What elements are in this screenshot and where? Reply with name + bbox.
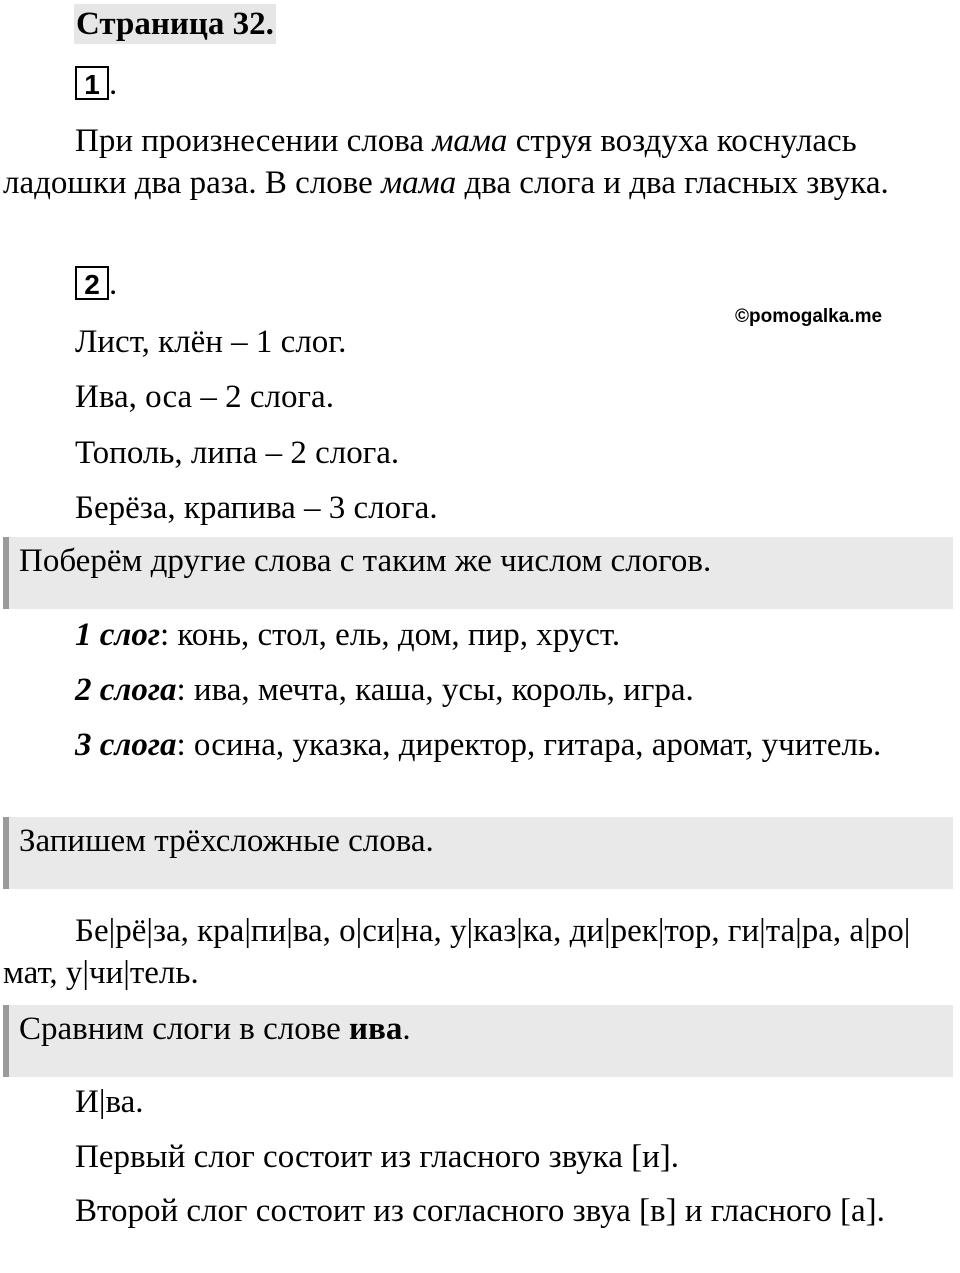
task-number-box: 2	[75, 266, 109, 300]
section-heading: Сравним слоги в слове ива.	[19, 1011, 411, 1047]
section-heading: Поберём другие слова с таким же числом слогов.	[19, 543, 712, 579]
syllable-line: Тополь, липа – 2 слога.	[75, 435, 400, 471]
syllable-line: Ива, оса – 2 слога.	[75, 379, 334, 415]
syllable-division: Бе|рё|за, кра|пи|ва, о|си|на, у|каз|ка, ди|рек|тор, ги|та|ра, а|ро|мат, у|чи|тель.	[3, 913, 911, 991]
task-1-number: 1 .	[75, 66, 117, 103]
example-line: 2 слога: ива, мечта, каша, усы, король, игра.	[75, 672, 694, 708]
section-heading-band	[3, 537, 953, 609]
answer-line: Первый слог состоит из гласного звука [и].	[75, 1139, 679, 1175]
example-line: 1 слог: конь, стол, ель, дом, пир, хруст.	[75, 617, 621, 653]
watermark: ©pomogalka.me	[735, 306, 883, 327]
section-heading: Запишем трёхсложные слова.	[19, 823, 434, 859]
answer-line: Второй слог состоит из согласного звуа [в] и гласного [а].	[75, 1193, 885, 1229]
example-line: 3 слога: осина, указка, директор, гитара, аромат, учитель.	[75, 727, 882, 763]
word-mama: мама	[381, 165, 457, 201]
word-mama: мама	[432, 123, 508, 159]
answer-line: И|ва.	[75, 1084, 144, 1120]
section-heading-band	[3, 817, 953, 889]
task-number-box: 1	[75, 66, 109, 100]
task-2-number: 2 .	[75, 266, 117, 303]
section-heading-band	[3, 1005, 953, 1077]
task-1-answer: При произнесении слова мама струя воздуха коснулась ладошки два раза. В слове мама два слога и два гласных звука.	[3, 123, 889, 201]
syllable-line: Лист, клён – 1 слог.	[75, 324, 347, 360]
page-title: Страница 32.	[76, 6, 274, 42]
syllable-line: Берёза, крапива – 3 слога.	[75, 490, 438, 526]
